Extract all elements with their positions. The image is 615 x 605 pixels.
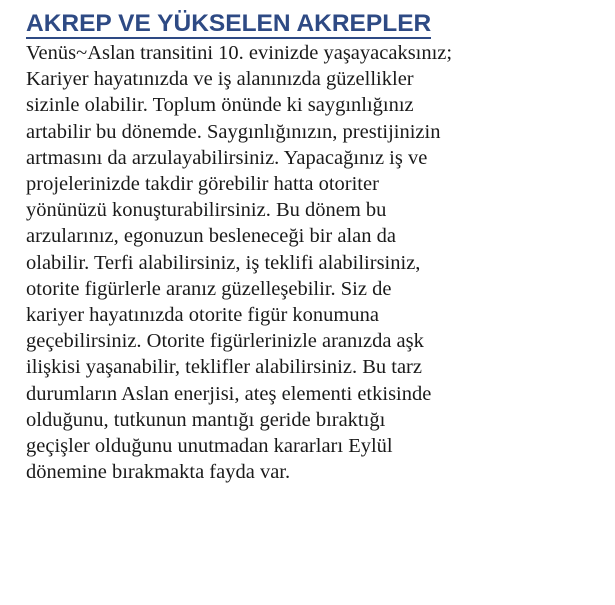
body-line: Venüs~Aslan transitini 10. evinizde yaşayacaksınız; (26, 42, 453, 64)
body-line: geçebilirsiniz. Otorite figürlerinizle aranızda aşk (26, 330, 424, 353)
body-line: projelerinizde takdir görebilir hatta otoriter (26, 173, 379, 196)
body-line: olabilir. Terfi alabilirsiniz, iş teklifi alabilirsiniz, (26, 251, 421, 274)
body-line: ilişkisi yaşanabilir, teklifler alabilirsiniz. Bu tarz (26, 356, 422, 379)
body-line: kariyer hayatınızda otorite figür konumuna (26, 304, 379, 327)
article-heading-text: AKREP VE YÜKSELEN AKREPLER (26, 10, 432, 37)
article-heading (26, 8, 431, 40)
heading-underline (26, 37, 431, 39)
body-line: olduğunu, tutkunun mantığı geride bıraktığı (26, 408, 386, 431)
body-line: yönünüzü konuşturabilirsiniz. Bu dönem bu (26, 199, 387, 222)
article-body (26, 40, 606, 485)
body-line: geçişler olduğunu unutmadan kararları Eylül (26, 435, 393, 458)
body-line: dönemine bırakmakta fayda var. (26, 461, 291, 484)
body-line: otorite figürlerle aranız güzelleşebilir. Siz de (26, 277, 392, 300)
body-line: Kariyer hayatınızda ve iş alanınızda güzellikler (26, 68, 414, 91)
body-line: sizinle olabilir. Toplum önünde ki saygınlığınız (26, 94, 414, 117)
body-line: artabilir bu dönemde. Saygınlığınızın, prestijinizin (26, 120, 441, 143)
body-line: arzularınız, egonuzun besleneceği bir alan da (26, 225, 396, 248)
body-line: artmasını da arzulayabilirsiniz. Yapacağınız iş ve (26, 146, 428, 169)
horoscope-article (26, 8, 606, 485)
body-line: durumların Aslan enerjisi, ateş elementi etkisinde (26, 382, 432, 405)
